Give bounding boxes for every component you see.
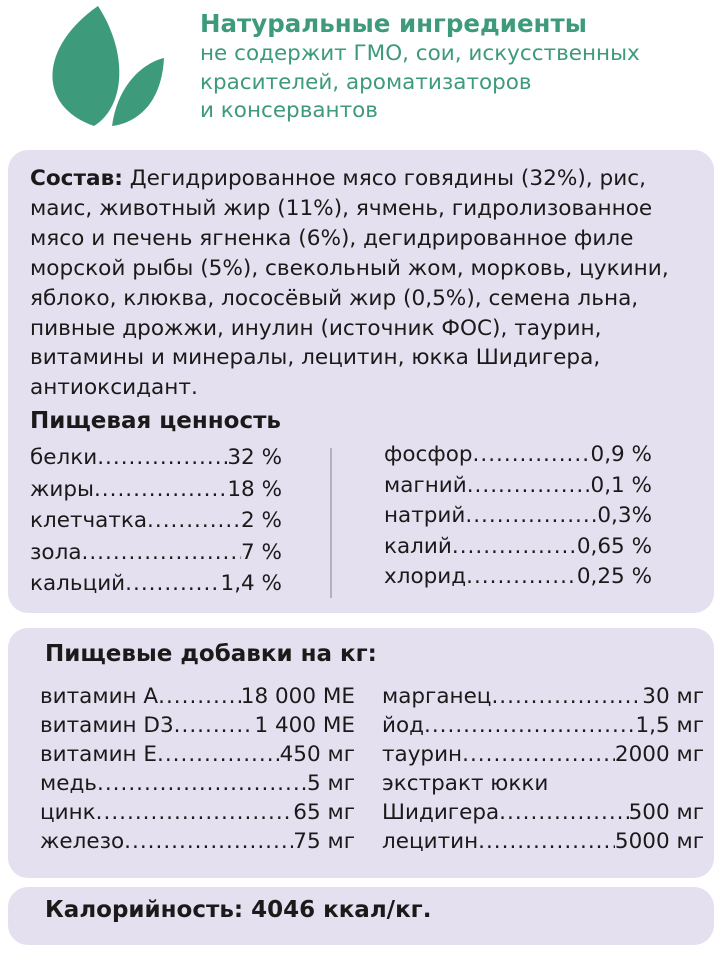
leader-dots — [97, 445, 227, 470]
composition-text — [30, 164, 702, 403]
additive-row — [40, 771, 355, 800]
additive-row — [40, 829, 355, 858]
nutrient-value: 0,3% — [597, 503, 652, 528]
additive-name: йод — [382, 713, 424, 738]
nutrition-left-column — [30, 445, 282, 603]
nutrient-name: зола — [30, 539, 82, 565]
leader-dots — [462, 742, 615, 767]
leader-dots — [158, 684, 241, 709]
nutrition-row — [384, 564, 652, 595]
additive-value: 1,5 мг — [635, 713, 704, 738]
leader-dots — [97, 771, 307, 796]
leader-dots — [465, 503, 597, 528]
nutrition-row — [30, 477, 282, 509]
nutrient-value: 0,65 % — [576, 533, 652, 559]
nutrient-value: 0,1 % — [590, 472, 652, 498]
additive-name: экстракт юкки — [382, 771, 549, 796]
nutrition-row — [384, 534, 652, 565]
subtitle-line: не содержит ГМО, сои, искусственных — [200, 41, 640, 66]
additive-value: 5 мг — [306, 771, 355, 796]
additive-row — [382, 771, 704, 800]
additive-name: железо — [40, 829, 125, 854]
additive-name: лецитин — [382, 829, 479, 854]
nutrient-name: кальций — [30, 571, 126, 596]
nutrient-value: 2 % — [241, 508, 282, 533]
nutrient-name: белки — [30, 445, 98, 470]
leader-dots — [499, 800, 628, 825]
nutrient-name: магний — [384, 472, 467, 498]
nutrition-row — [30, 445, 282, 477]
additive-value: 30 мг — [642, 684, 704, 709]
leader-dots — [467, 473, 591, 498]
nutrient-value: 32 % — [227, 445, 282, 470]
additives-panel — [8, 628, 714, 878]
additive-name: Шидигера — [382, 800, 500, 825]
additive-row — [382, 742, 704, 771]
leader-dots — [424, 713, 635, 738]
leader-dots — [473, 442, 591, 467]
additive-row — [40, 742, 355, 771]
additive-name: марганец — [382, 684, 492, 709]
calories-text: Калорийность: 4046 ккал/кг. — [45, 897, 432, 923]
leader-dots — [94, 477, 227, 502]
nutrition-row — [384, 442, 652, 473]
leader-dots — [96, 800, 294, 825]
nutrition-row — [30, 571, 282, 603]
subtitle-line: красителей, ароматизаторов — [200, 69, 532, 95]
nutrient-value: 7 % — [241, 539, 282, 565]
leader-dots — [82, 540, 242, 565]
nutrient-name: калий — [384, 533, 452, 559]
header-text — [200, 8, 715, 126]
nutrient-value: 18 % — [227, 476, 282, 502]
additive-name: витамин А — [40, 684, 159, 709]
additive-name: цинк — [40, 800, 96, 825]
nutrient-name: натрий — [384, 503, 466, 528]
nutrient-name: фосфор — [384, 442, 473, 467]
leader-dots — [174, 713, 255, 738]
nutrition-right-column — [384, 442, 652, 595]
composition-body: Дегидрированное мясо говядины (32%), рис, маис, животный жир (11%), ячмень, гидролизованное мясо и печень ягненка (6%), дегидрированное филе морской рыбы (5%), свекольный жом, морковь, цукини, яблоко, клюква, лососёвый жир (0,5%), семена льна, пивные дрожжи, инулин (источник ФОС), таурин, витамины и минералы, лецитин, юкка Шидигера, антиоксидант. — [30, 166, 669, 401]
additive-row — [382, 829, 704, 858]
additive-value: 18 000 МЕ — [240, 684, 355, 709]
additive-row — [40, 800, 355, 829]
nutrition-row — [30, 540, 282, 572]
nutrition-title: Пищевая ценность — [30, 408, 281, 434]
additives-title: Пищевые добавки на кг: — [45, 641, 377, 667]
page-title: Натуральные ингредиенты — [200, 9, 587, 38]
nutrition-row — [30, 508, 282, 540]
additive-value: 65 мг — [293, 800, 355, 825]
additive-row — [382, 684, 704, 713]
additive-row — [382, 800, 704, 829]
additive-name: витамин D3 — [40, 713, 174, 738]
leader-dots — [491, 684, 642, 709]
additive-row — [40, 713, 355, 742]
nutrient-value: 0,25 % — [576, 564, 652, 589]
additive-value: 5000 мг — [614, 829, 704, 854]
composition-label: Состав: — [30, 166, 123, 191]
nutrient-name: клетчатка — [30, 508, 148, 533]
subtitle-line: и консервантов — [200, 98, 378, 123]
additive-value: 500 мг — [628, 800, 704, 825]
additive-value: 2000 мг — [614, 742, 704, 767]
header — [0, 0, 722, 150]
composition-panel — [8, 150, 714, 613]
nutrition-row — [384, 503, 652, 534]
additive-name: витамин Е — [40, 742, 158, 767]
leader-dots — [478, 829, 615, 854]
leaf-icon — [36, 2, 168, 134]
leader-dots — [125, 571, 220, 596]
additive-row — [40, 684, 355, 713]
leader-dots — [147, 508, 241, 533]
leader-dots — [452, 534, 577, 559]
additive-value: 450 мг — [279, 742, 355, 767]
additive-name: медь — [40, 771, 97, 796]
additive-value: 1 400 МЕ — [254, 713, 355, 738]
calories-panel — [8, 887, 714, 945]
additives-left-column — [40, 684, 355, 858]
nutrient-value: 1,4 % — [220, 571, 282, 596]
additive-value: 75 мг — [293, 829, 355, 854]
leader-dots — [124, 829, 293, 854]
leader-dots — [157, 742, 280, 767]
leader-dots — [466, 564, 577, 589]
nutrient-name: жиры — [30, 476, 94, 502]
additives-right-column — [382, 684, 704, 858]
column-divider — [330, 448, 332, 598]
additive-name: таурин — [382, 742, 463, 767]
nutrient-name: хлорид — [384, 564, 467, 589]
nutrition-row — [384, 473, 652, 504]
nutrient-value: 0,9 % — [590, 442, 652, 467]
additive-row — [382, 713, 704, 742]
